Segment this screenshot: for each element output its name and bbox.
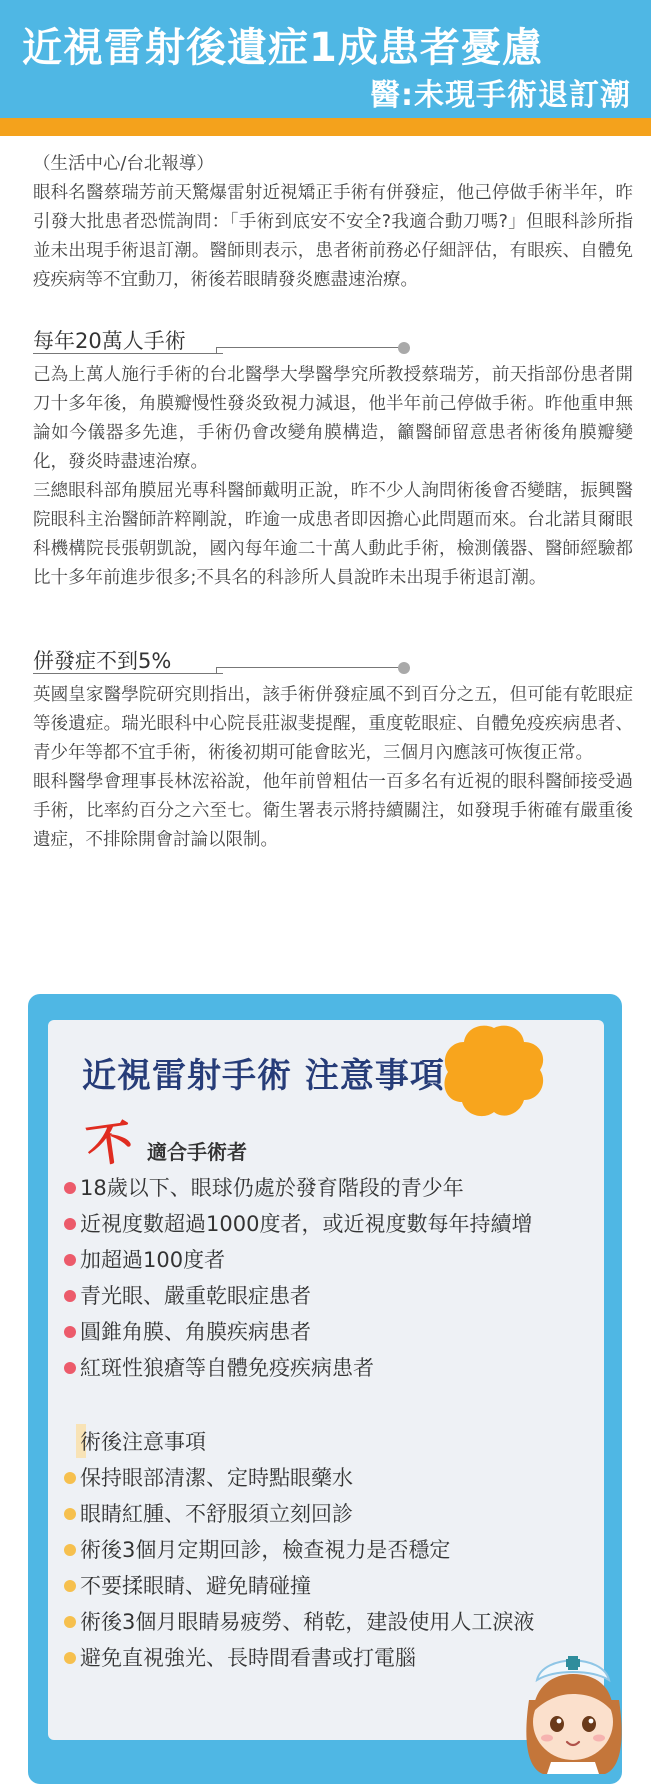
list-item-text: 青光眼、嚴重乾眼症患者 [80,1284,311,1308]
header-stripe [0,118,651,136]
heading-rule-dot-icon [398,342,410,354]
article-source: （生活中心/台北報導） [33,154,214,174]
red-bullet-icon [64,1254,76,1266]
list-item [62,1350,532,1386]
post-op-care-list [62,1460,534,1676]
list-item-text: 加超過100度者 [80,1248,226,1272]
yellow-bullet-icon [64,1652,76,1664]
list-item-text: 圓錐角膜、角膜疾病患者 [80,1320,311,1344]
red-bullet-icon [64,1326,76,1338]
red-bullet-icon [64,1290,76,1302]
section-heading [33,325,633,361]
list-item-text: 術後3個月定期回診，檢查視力是否穩定 [80,1538,451,1562]
orange-flower-blob-icon [440,1022,548,1120]
post-op-care-heading: 術後注意事項 [76,1424,210,1458]
heading-underline [33,673,223,674]
list-item [62,1278,532,1314]
section-heading-label: 每年20萬人手術 [33,329,186,353]
list-item-text: 不要揉眼睛、避免睛碰撞 [80,1574,311,1598]
section-heading [33,645,633,681]
page-subtitle: 醫:未現手術退訂潮 [370,78,631,113]
red-bullet-icon [64,1362,76,1374]
list-item [62,1640,534,1676]
heading-rule [223,667,399,668]
nurse-illustration-icon [513,1640,633,1774]
heading-underline [33,353,223,354]
article-paragraph: 英國皇家醫學院研究則指出，該手術併發症風不到百分之五，但可能有乾眼症等後遺症。瑞光眼科中心院長莊淑斐提醒，重度乾眼症、自體免疫疾病患者、青少年等都不宜手術，術後初期可能會眩光，三個月內應該可恢復正常。 [33,685,633,763]
article-paragraph: 眼科名醫蔡瑞芳前天驚爆雷射近視矯正手術有併發症，他己停做手術半年，昨引發大批患者恐慌詢問：「手術到底安不安全?我適合動刀嗎?」但眼科診所指並未出現手術退訂潮。醫師則表示，患者術前務必仔細評估，有眼疾、自體免疫疾病等不宜動刀，術後若眼睛發炎應盡速治療。 [33,183,633,290]
list-item-text: 紅斑性狼瘡等自體免疫疾病患者 [80,1356,374,1380]
yellow-bullet-icon [64,1472,76,1484]
unsuitable-list [62,1170,532,1386]
list-item-text: 眼睛紅腫、不舒服須立刻回診 [80,1502,353,1526]
red-bullet-icon [64,1182,76,1194]
article-paragraph: 眼科醫學會理事長林浤裕說，他年前曾粗估一百多名有近視的眼科醫師接受過手術，比率約百分之六至七。衛生署表示將持續關注，如發現手術確有嚴重後遺症，不排除開會討論以限制。 [33,772,633,850]
article-body [33,150,633,855]
page-title: 近視雷射後遺症1成患者憂慮 [22,25,543,71]
section-heading-label: 併發症不到5% [33,649,172,673]
list-item-text: 術後3個月眼睛易疲勞、稍乾，建設使用人工淚液 [80,1610,535,1634]
list-item [62,1460,534,1496]
yellow-bullet-icon [64,1616,76,1628]
red-bullet-icon [64,1218,76,1230]
list-item-text: 近視度數超過1000度者，或近視度數每年持續增 [80,1212,533,1236]
list-item [62,1568,534,1604]
list-item [62,1314,532,1350]
heading-rule-bend [216,667,224,674]
list-item [62,1242,532,1278]
notice-title: 近視雷射手術 注意事項 [82,1056,445,1096]
not-mark: 不 [82,1114,136,1174]
not-suitable-label: 適合手術者 [147,1140,247,1164]
header-banner [0,0,651,118]
article-paragraph: 己為上萬人施行手術的台北醫學大學醫學究所教授蔡瑞芳，前天指部份患者開刀十多年後，角膜瓣慢性發炎致視力減退，他半年前己停做手術。昨他重申無論如今儀器多先進，手術仍會改變角膜構造，籲醫師留意患者術後角膜瓣變化，發炎時盡速治療。 [33,365,633,472]
list-item [62,1170,532,1206]
heading-rule [223,347,399,348]
list-item [62,1496,534,1532]
list-item [62,1532,534,1568]
yellow-bullet-icon [64,1544,76,1556]
list-item-text: 避免直視強光、長時間看書或打電腦 [80,1646,416,1670]
yellow-bullet-icon [64,1580,76,1592]
list-item [62,1206,532,1242]
yellow-bullet-icon [64,1508,76,1520]
article-paragraph: 三總眼科部角膜屈光專科醫師戴明正說，昨不少人詢問術後會否變瞎，振興醫院眼科主治醫師許粹剛說，昨逾一成患者即因擔心此問題而來。台北諾貝爾眼科機構院長張朝凱說，國內每年逾二十萬人動此手術，檢測儀器、醫師經驗都比十多年前進步很多;不具名的科診所人員說昨未出現手術退訂潮。 [33,481,633,588]
list-item-text: 18歲以下、眼球仍處於發育階段的青少年 [80,1176,464,1200]
heading-rule-dot-icon [398,662,410,674]
list-item-text: 保持眼部清潔、定時點眼藥水 [80,1466,353,1490]
list-item [62,1604,534,1640]
heading-rule-bend [216,347,224,354]
